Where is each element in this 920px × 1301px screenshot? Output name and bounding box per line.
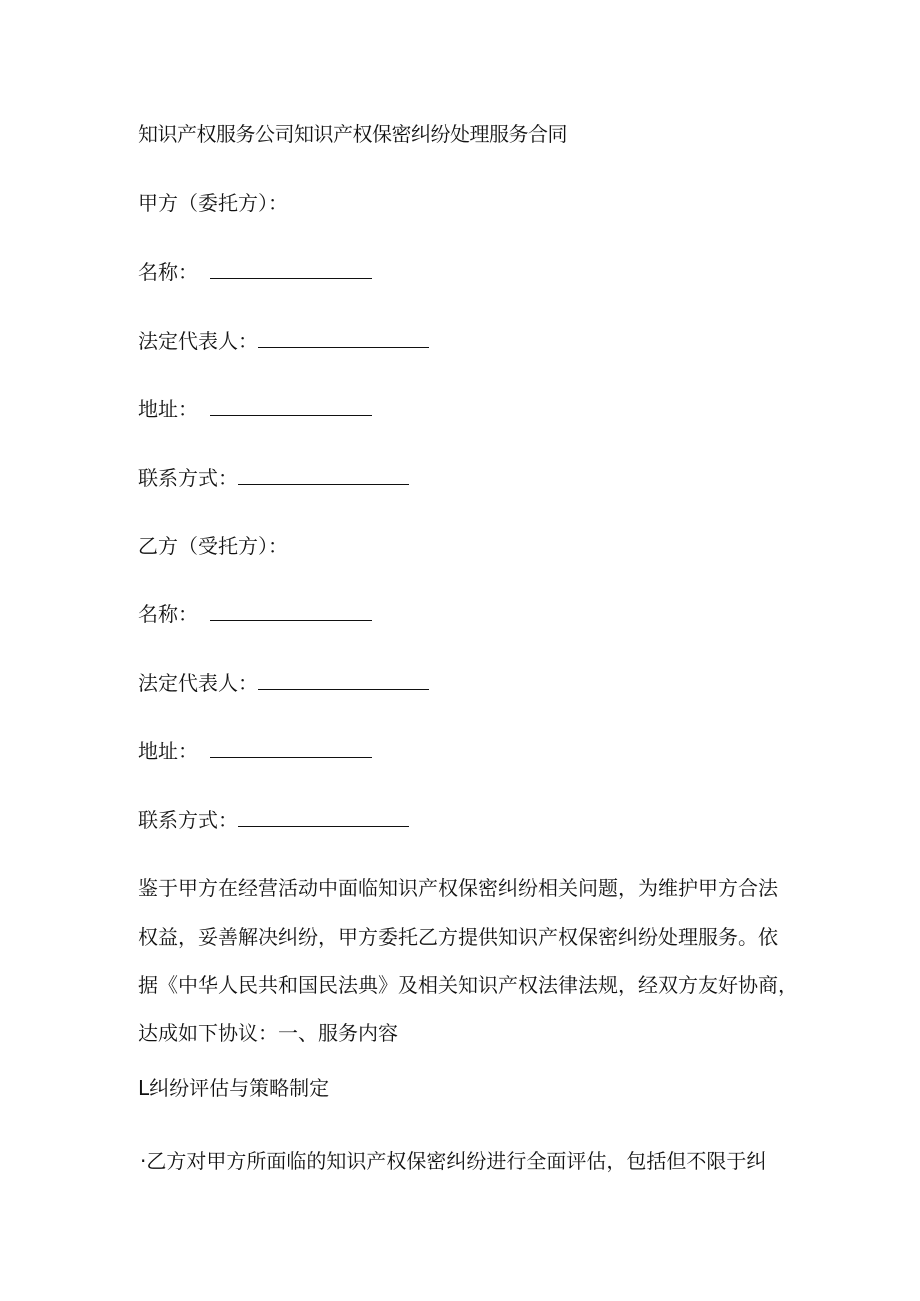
party-a-address-field[interactable] xyxy=(210,395,372,416)
section-1-heading: L纠纷评估与策略制定 xyxy=(138,1076,330,1100)
party-b-heading: 乙方（受托方）： xyxy=(138,534,288,558)
party-a-name-field[interactable] xyxy=(210,258,372,279)
party-b-contact-row xyxy=(138,806,409,834)
party-b-address-row xyxy=(138,737,372,765)
party-b-address-field[interactable] xyxy=(210,737,372,758)
party-a-address-row xyxy=(138,395,372,423)
party-b-contact-field[interactable] xyxy=(238,806,409,827)
party-b-address-label: 地址： xyxy=(138,739,198,763)
preamble-line-3: 据《中华人民共和国民法典》及相关知识产权法律法规，经双方友好协商， xyxy=(138,973,798,997)
party-a-rep-row xyxy=(138,327,429,355)
party-a-address-label: 地址： xyxy=(138,397,198,421)
preamble-line-4: 达成如下协议：一、服务内容 xyxy=(138,1021,398,1045)
document-title: 知识产权服务公司知识产权保密纠纷处理服务合同 xyxy=(138,122,567,146)
preamble-line-1: 鉴于甲方在经营活动中面临知识产权保密纠纷相关问题，为维护甲方合法 xyxy=(138,876,778,900)
party-a-rep-label: 法定代表人： xyxy=(138,329,258,353)
party-b-rep-label: 法定代表人： xyxy=(138,671,258,695)
party-a-heading: 甲方（委托方）： xyxy=(138,191,288,215)
party-b-rep-row xyxy=(138,669,429,697)
party-a-rep-field[interactable] xyxy=(258,327,429,348)
section-1-item: ·乙方对甲方所面临的知识产权保密纠纷进行全面评估，包括但不限于纠 xyxy=(140,1149,767,1173)
preamble-line-2: 权益，妥善解决纠纷，甲方委托乙方提供知识产权保密纠纷处理服务。依 xyxy=(138,925,778,949)
party-a-contact-field[interactable] xyxy=(238,464,409,485)
party-a-contact-label: 联系方式： xyxy=(138,466,238,490)
party-a-name-label: 名称： xyxy=(138,260,198,284)
party-b-rep-field[interactable] xyxy=(258,669,429,690)
party-b-name-field[interactable] xyxy=(210,600,372,621)
party-b-name-row xyxy=(138,600,372,628)
party-b-name-label: 名称： xyxy=(138,602,198,626)
party-a-contact-row xyxy=(138,464,409,492)
party-b-contact-label: 联系方式： xyxy=(138,808,238,832)
party-a-name-row xyxy=(138,258,372,286)
